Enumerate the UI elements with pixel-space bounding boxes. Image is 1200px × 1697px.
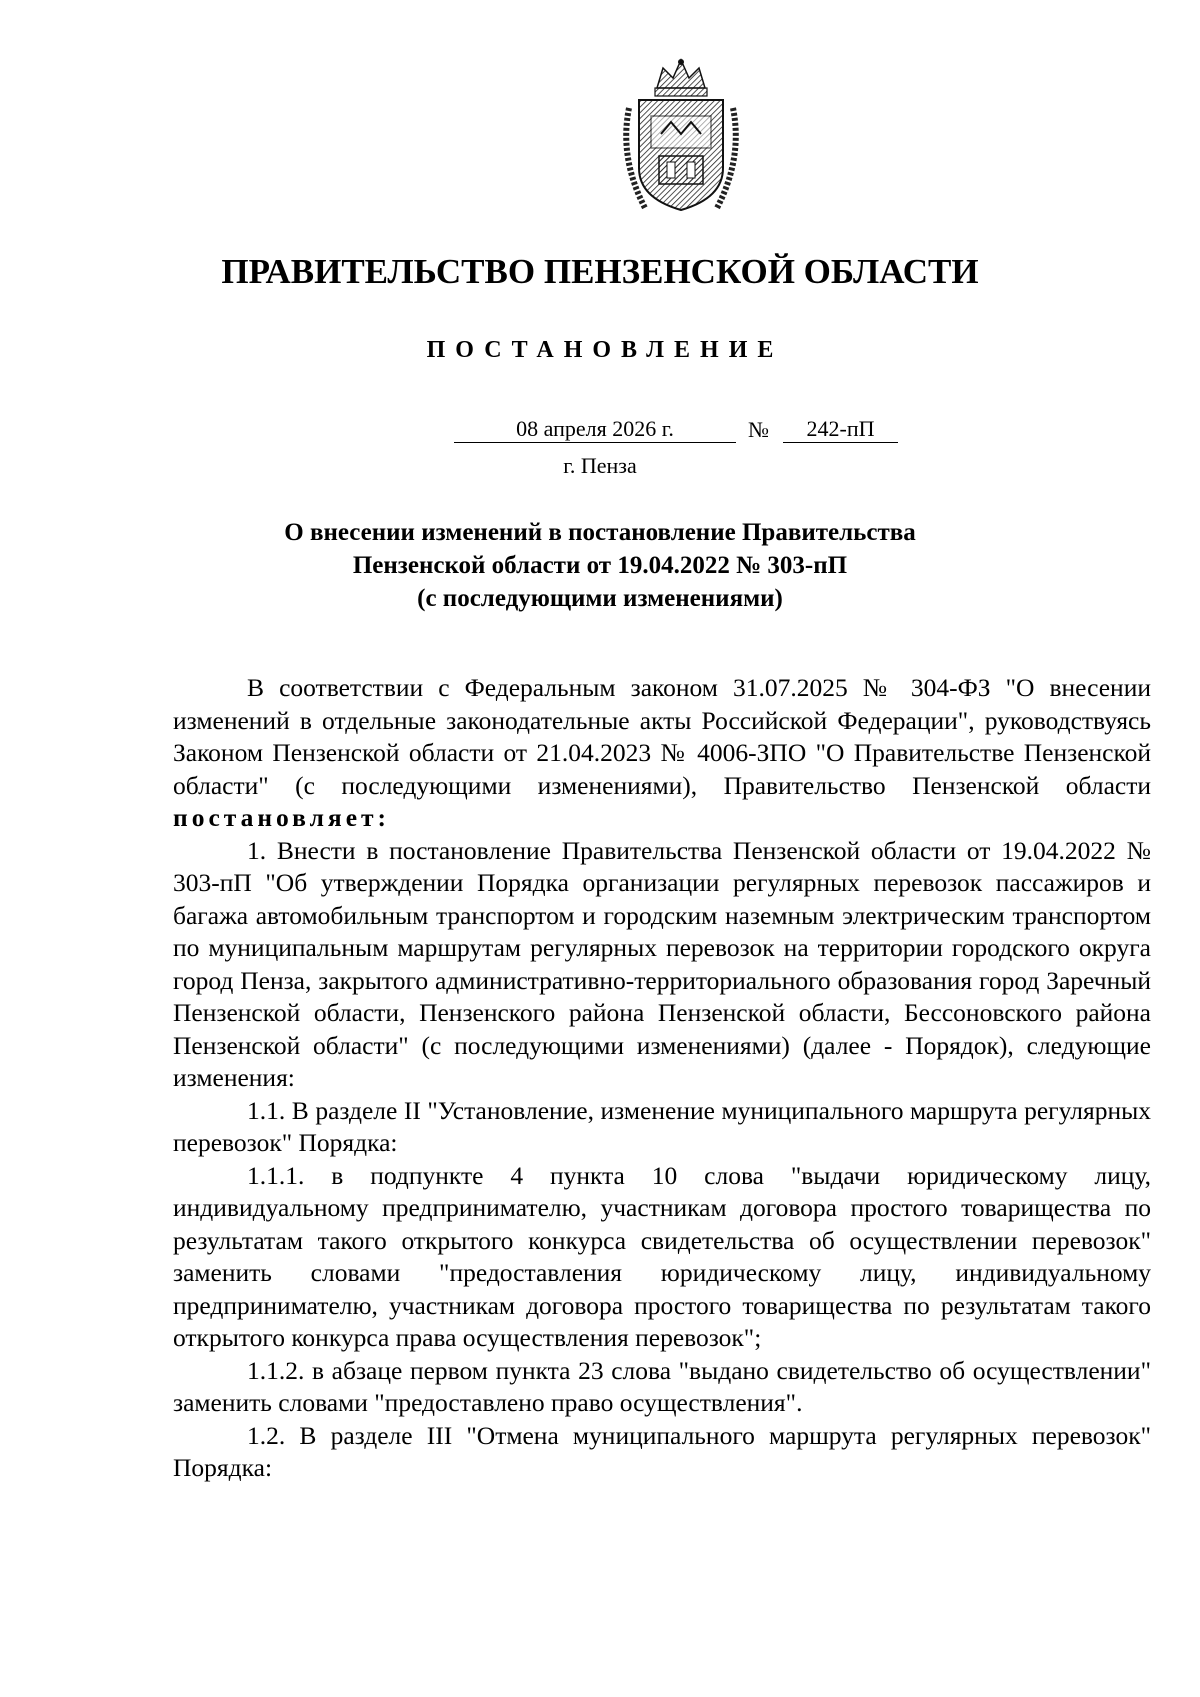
document-type: ПОСТАНОВЛЕНИЕ bbox=[426, 337, 784, 363]
number-sign: № bbox=[748, 417, 769, 442]
subject-line: Пензенской области от 19.04.2022 № 303-пП bbox=[352, 552, 848, 579]
document-date: 08 апреля 2026 г. bbox=[454, 416, 736, 443]
subject-line: (с последующими изменениями) bbox=[417, 585, 783, 612]
preamble-paragraph bbox=[173, 672, 1151, 835]
preamble-text: В соответствии с Федеральным законом 31.07.2025 № 304-ФЗ "О внесении изменений в отдельные законодательные акты Российской Федерации", руководствуясь Законом Пензенской области от 21.04.2023 № 4006-ЗПО "О Правительстве Пензенской области" (с последующими изменениями), Правительство Пензенской области bbox=[173, 673, 1151, 800]
paragraph-1-1-1: 1.1.1. в подпункте 4 пункта 10 слова "выдачи юридическому лицу, индивидуальному предпринимателю, участникам договора простого товарищества по результатам такого открытого конкурса свидетельства об осуществлении перевозок" заменить словами "предоставления юридическому лицу, индивидуальному предпринимателю, участникам договора простого товарищества по результатам такого открытого конкурса права осуществления перевозок"; bbox=[173, 1160, 1151, 1352]
document-subject bbox=[0, 516, 1200, 615]
resolution-action: постановляет: bbox=[173, 803, 391, 832]
document-body bbox=[173, 672, 1151, 1485]
paragraph-1-1-2: 1.1.2. в абзаце первом пункта 23 слова "выдано свидетельство об осуществлении" заменить словами "предоставлено право осуществления". bbox=[173, 1355, 1151, 1417]
date-number-row bbox=[454, 413, 898, 443]
document-number: 242-пП bbox=[783, 416, 898, 443]
paragraph-1: 1. Внести в постановление Правительства Пензенской области от 19.04.2022 № 303-пП "Об утверждении Порядка организации регулярных перевозок пассажиров и багажа автомобильным транспортом и городским наземным электрическим транспортом по муниципальным маршрутам регулярных перевозок на территории городского округа город Пенза, закрытого административно-территориального образования город Заречный Пензенской области, Пензенского района Пензенской области, Бессоновского района Пензенской области" (с последующими изменениями) (далее - Порядок), следующие изменения: bbox=[173, 835, 1151, 1092]
city: г. Пенза bbox=[563, 453, 637, 478]
paragraph-1-1: 1.1. В разделе II "Установление, изменение муниципального маршрута регулярных перевозок" Порядка: bbox=[173, 1095, 1151, 1157]
organization-title: ПРАВИТЕЛЬСТВО ПЕНЗЕНСКОЙ ОБЛАСТИ bbox=[221, 252, 979, 291]
paragraph-1-2: 1.2. В разделе III "Отмена муниципального маршрута регулярных перевозок" Порядка: bbox=[173, 1420, 1151, 1482]
coat-of-arms-icon bbox=[615, 58, 747, 214]
subject-line: О внесении изменений в постановление Правительства bbox=[284, 519, 916, 546]
